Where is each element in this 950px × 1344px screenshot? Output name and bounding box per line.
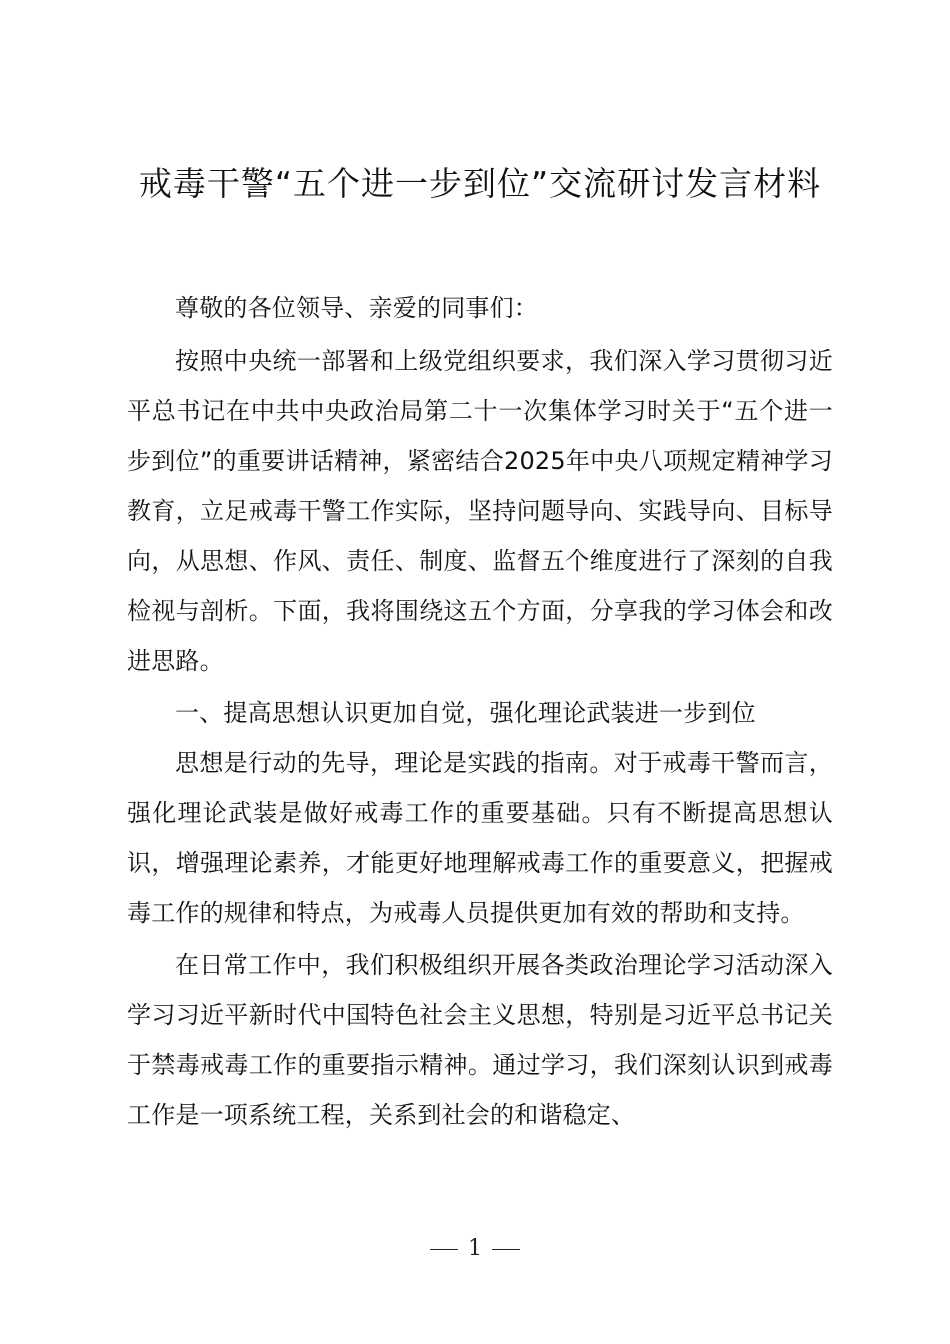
intro-paragraph: 按照中央统一部署和上级党组织要求，我们深入学习贯彻习近平总书记在中共中央政治局第二十一次集体学习时关于“五个进一步到位”的重要讲话精神，紧密结合2025年中央八项规定精神学习教育，立足戒毒干警工作实际，坚持问题导向、实践导向、目标导向，从思想、作风、责任、制度、监督五个维度进行了深刻的自我检视与剖析。下面，我将围绕这五个方面，分享我的学习体会和改进思路。 — [127, 347, 833, 675]
section1-paragraph-1: 思想是行动的先导，理论是实践的指南。对于戒毒干警而言，强化理论武装是做好戒毒工作的重要基础。只有不断提高思想认识，增强理论素养，才能更好地理解戒毒工作的重要意义，把握戒毒工作的规律和特点，为戒毒人员提供更加有效的帮助和支持。 — [127, 749, 833, 927]
section-heading-1: 一、提高思想认识更加自觉，强化理论武装进一步到位 — [175, 699, 756, 727]
greeting-paragraph: 尊敬的各位领导、亲爱的同事们： — [175, 294, 538, 322]
footer-dash-right — [492, 1249, 520, 1250]
footer-dash-left — [430, 1249, 458, 1250]
page-footer — [0, 1236, 950, 1261]
page-number: 1 — [468, 1236, 482, 1261]
document-title: 戒毒干警“五个进一步到位”交流研讨发言材料 — [138, 164, 822, 203]
section1-paragraph-2: 在日常工作中，我们积极组织开展各类政治理论学习活动深入学习习近平新时代中国特色社会主义思想，特别是习近平总书记关于禁毒戒毒工作的重要指示精神。通过学习，我们深刻认识到戒毒工作是一项系统工程，关系到社会的和谐稳定、 — [127, 951, 833, 1129]
document-body — [127, 283, 833, 1140]
